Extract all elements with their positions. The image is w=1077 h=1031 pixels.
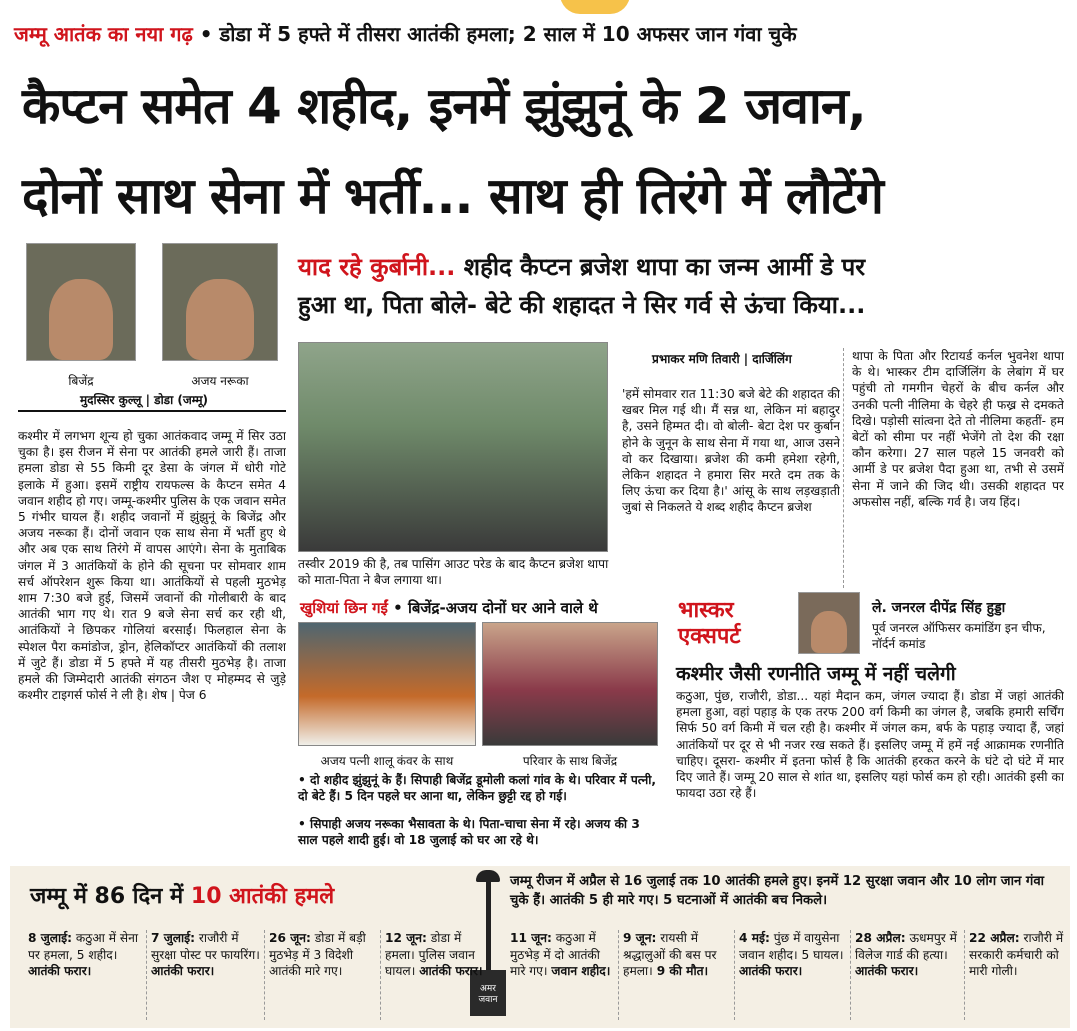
timeline-event: 26 जून: डोडा में बड़ी मुठभेड़ में 3 विदेशी आतंकी मारे गए। (264, 930, 376, 1020)
expert-brand-line-1: भास्कर (678, 598, 734, 623)
kicker-red: जम्मू आतंक का नया गढ़ (14, 22, 193, 46)
subhead-line-1 (298, 250, 865, 284)
timeline-summary: जम्मू रीजन में अप्रैल से 16 जुलाई तक 10 आतंकी हमले हुए। इनमें 12 सुरक्षा जवान और 10 लोग जान गंवा चुके हैं। आतंकी 5 ही मारे गए। 5 घटनाओं में आतंकी बच निकले। (510, 874, 1045, 908)
headline-line-1: कैप्टन समेत 4 शहीद, इनमें झुंझुनूं के 2 जवान, (22, 77, 866, 135)
byline-left: मुदस्सिर कुल्लू | डोडा (जम्मू) (80, 393, 209, 407)
ajay-photo-caption: अजय पत्नी शालू कंवर के साथ (320, 754, 454, 768)
timeline-title (30, 880, 334, 910)
portrait-ajay (162, 243, 278, 361)
left-story: कश्मीर में लगभग शून्य हो चुका आतंकवाद जम्मू में सिर उठा चुका है। इस रीजन में सेना पर आतंकी हमले जारी हैं। ताजा हमला डोडा से 55 किमी दूर डेसा के जंगल में धोरी गोटे इलाके में हुआ। इसमें राष्ट्रीय रायफल्स के कैप्टन समेत 4 जवान शहीद हो गए। जम्मू-कश्मीर पुलिस के एक जवान समेत 5 गंभीर घायल हैं। शहीद जवानों में झुंझुनूं के बिजेंद्र और अजय नरूका हैं। दोनों जवान एक साथ सेना में भर्ती हुए थे और अब एक साथ तिरंगे में वापस आएंगे। सेना के मुताबिक जंगल में 3 आतंकियों के होने की सूचना पर सोमवार शाम सर्च ऑपरेशन शुरू किया था। आतंकियों से पहली मुठभेड़ शाम 7:30 बजे हुई, जिसमें जवानों की गोलीबारी के बाद आतंकी भाग गए थे। रात 9 बजे सेना सर्च कर रही थी, आतंकियों ने छिपकर गोलियां बरसाईं। फिलहाल सेना के स्पेशल पैरा कमांडोज, ड्रोन, हेलिकॉप्टर आतंकियों की तलाश में जुटे हैं। डोडा में 5 हफ्ते में यह तीसरी मुठभेड़ है। ताजा हमले की जिम्मेदारी आतंकी संगठन जैश ए मोहम्मद से जुड़े कश्मीर टाइगर्स फोर्स ने ली है। शेष | पेज 6 (18, 429, 286, 703)
portrait-caption-bijendra: बिजेंद्र (68, 374, 94, 388)
family-heading (300, 598, 598, 618)
family-bullet-2: • सिपाही अजय नरूका भैसावता के थे। पिता-चाचा सेना में रहे। अजय की 3 साल पहले शादी हुई। वो 18 जुलाई को घर आ रहे थे। (298, 817, 640, 847)
timeline-event: 22 अप्रैल: राजौरी में सरकारी कर्मचारी को मारी गोली। (964, 930, 1068, 1020)
right-story: थापा के पिता और रिटायर्ड कर्नल भुवनेश थापा के थे। भास्कर टीम दार्जिलिंग के लेबांग में घर पहुंची तो गमगीन चेहरों के बीच कर्नल और उनकी पत्नी नीलिमा के चेहरे ही फख्र से दमकते दिखे। पड़ोसी सांत्वना देते तो नीलिमा कहतीं- हम बेटों को सीमा पर नहीं भेजेंगे तो देश की रक्षा कौन करेगा। 27 साल पहले 15 जनवरी को आर्मी डे पर ब्रजेश पैदा हुआ था, तभी से उसमें सेना में जाने की जिद थी। उसकी शहादत पर अफसोस नहीं, बल्कि गर्व है। जय हिंद। (852, 349, 1064, 509)
bijendra-photo-caption: परिवार के साथ बिजेंद्र (522, 754, 618, 768)
family-bullet-1: • दो शहीद झुंझुनूं के हैं। सिपाही बिजेंद्र डूमोली कलां गांव के थे। परिवार में पत्नी, दो बेटे हैं। 5 दिन पहले घर आना था, लेकिन छुट्टी रद्द हो गई। (298, 773, 657, 803)
expert-brand-line-2: एक्सपर्ट (678, 624, 741, 649)
passing-out-parade-photo (298, 342, 608, 552)
kicker-text: • डोडा में 5 हफ्ते में तीसरा आतंकी हमला; 2 साल में 10 अफसर जान गंवा चुके (199, 22, 797, 46)
divider (18, 410, 286, 412)
subhead-red: याद रहे कुर्बानी... (298, 253, 456, 281)
portrait-caption-ajay: अजय नरूका (191, 374, 249, 388)
timeline-event: 4 मई: पुंछ में वायुसेना जवान शहीद। 5 घायल। आतंकी फरार। (734, 930, 846, 1020)
bijendra-family-photo (482, 622, 658, 746)
headline-line-2: दोनों साथ सेना में भर्ती... साथ ही तिरंगे में लौटेंगे (22, 167, 883, 225)
mid-story: 'हमें सोमवार रात 11:30 बजे बेटे की शहादत की खबर मिल गई थी। मैं सन्न था, लेकिन मां बहादुर है, उसने हिम्मत दी। वो बोली- बेटा देश पर कुर्बान होने के जुनून के साथ सेना में गया था, आज उसने वो कर दिखाया। ब्रजेश की कमी हमेशा रहेगी, लेकिन शहादत ने हमारा सिर मरते दम तक के लिए ऊंचा कर दिया है।' आंसू के साथ लड़खड़ाती जुबां से निकलते ये शब्द शहीद कैप्टन ब्रजेश (622, 387, 840, 515)
expert-brand (678, 598, 740, 650)
family-heading-rest: • बिजेंद्र-अजय दोनों घर आने वाले थे (387, 599, 598, 617)
timeline-title-black: जम्मू में 86 दिन में (30, 884, 184, 909)
memorial-label: अमर जवान (470, 970, 506, 1016)
portrait-bijendra (26, 243, 136, 361)
timeline-event: 28 अप्रैल: ऊधमपुर में विलेज गार्ड की हत्या। आतंकी फरार। (850, 930, 960, 1020)
timeline-event: 7 जुलाई: राजौरी में सुरक्षा पोस्ट पर फायरिंग। आतंकी फरार। (146, 930, 260, 1020)
expert-heading: कश्मीर जैसी रणनीति जम्मू में नहीं चलेगी (676, 663, 956, 685)
ajay-wife-photo (298, 622, 476, 746)
timeline-event: 8 जुलाई: कठुआ में सेना पर हमला, 5 शहीद। आतंकी फरार। (28, 931, 139, 978)
main-photo-caption: तस्वीर 2019 की है, तब पासिंग आउट परेड के बाद कैप्टन ब्रजेश थापा को माता-पिता ने बैज लगाया था। (298, 557, 609, 587)
masthead-sun-logo (560, 0, 630, 14)
expert-title: पूर्व जनरल ऑफिसर कमांडिंग इन चीफ, नॉर्दर्न कमांड (872, 621, 1046, 651)
timeline-event: 12 जून: डोडा में हमला। पुलिस जवान घायल। आतंकी फरार। (380, 930, 488, 1020)
expert-portrait (798, 592, 860, 654)
timeline-event: 11 जून: कठुआ में मुठभेड़ में दो आतंकी मारे गए। जवान शहीद। (510, 931, 611, 978)
timeline-event: 9 जून: रायसी में श्रद्धालुओं की बस पर हमला। 9 की मौत। (618, 930, 730, 1020)
family-heading-red: खुशियां छिन गईं (300, 599, 388, 617)
expert-name: ले. जनरल दीपेंद्र सिंह हुड्डा (872, 600, 1006, 616)
byline-mid: प्रभाकर मणि तिवारी | दार्जिलिंग (652, 352, 792, 366)
timeline-title-red: 10 आतंकी हमले (190, 884, 335, 909)
column-separator (843, 348, 844, 588)
subhead-text-1: शहीद कैप्टन ब्रजेश थापा का जन्म आर्मी डे पर (463, 253, 866, 281)
subhead-line-2: हुआ था, पिता बोले- बेटे की शहादत ने सिर गर्व से ऊंचा किया... (298, 291, 866, 319)
kicker (14, 20, 797, 47)
expert-text: कठुआ, पुंछ, राजौरी, डोडा... यहां मैदान कम, जंगल ज्यादा हैं। डोडा में जहां आतंकी हमला हुआ, वहां पहाड़ के एक तरफ 200 वर्ग किमी का जंगल है, जबकि हमारी सर्चिंग सिर्फ 50 वर्ग किमी में चल रही है। कश्मीर में जंगल कम, बर्फ के पहाड़ ज्यादा हैं, जहां आतंकियों पर दूर से भी नजर रख सकते हैं। इसलिए जम्मू में हमें नई आक्रामक रणनीति चाहिए। दूसरा- कश्मीर में इतना फोर्स है कि आतंकी हरकत करने के घंटे दो घंटे में मार दिए जाते हैं। जम्मू 20 साल से शांत था, इसलिए यहां फोर्स कम हो रही। आतंकी इसी का फायदा उठा रहे हैं। (676, 689, 1064, 801)
